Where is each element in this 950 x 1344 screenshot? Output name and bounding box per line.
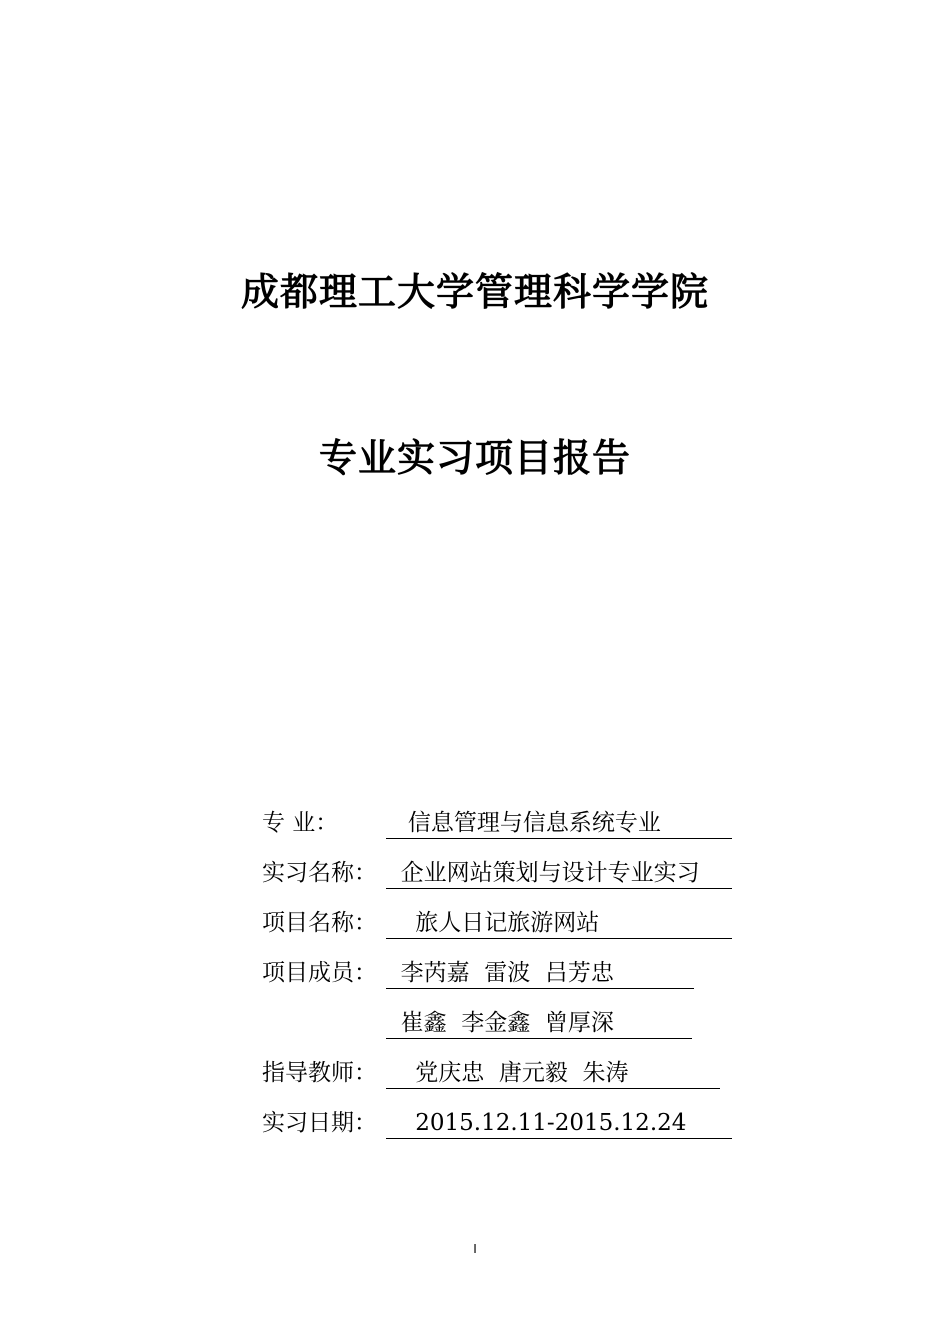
- internship-name-label: 实习名称：: [262, 860, 377, 886]
- advisors-label: 指导教师：: [262, 1060, 377, 1086]
- project-name-value: 旅人日记旅游网站: [386, 908, 732, 939]
- members-value-line-1: 李芮嘉 雷波 吕芳忠: [386, 958, 694, 989]
- page-number: I: [473, 1242, 477, 1256]
- advisors-value: 党庆忠 唐元毅 朱涛: [386, 1058, 720, 1089]
- date-value: 2015.12.11-2015.12.24: [386, 1108, 732, 1139]
- date-label: 实习日期：: [262, 1110, 377, 1136]
- project-name-label: 项目名称：: [262, 910, 377, 936]
- members-label: 项目成员：: [262, 960, 377, 986]
- college-title: 成都理工大学管理科学学院: [240, 270, 709, 314]
- major-value: 信息管理与信息系统专业: [386, 808, 732, 839]
- members-value-line-2: 崔鑫 李金鑫 曾厚深: [386, 1008, 692, 1039]
- report-title: 专业实习项目报告: [318, 436, 631, 480]
- internship-name-value: 企业网站策划与设计专业实习: [386, 858, 732, 889]
- major-label: 专 业：: [262, 810, 339, 836]
